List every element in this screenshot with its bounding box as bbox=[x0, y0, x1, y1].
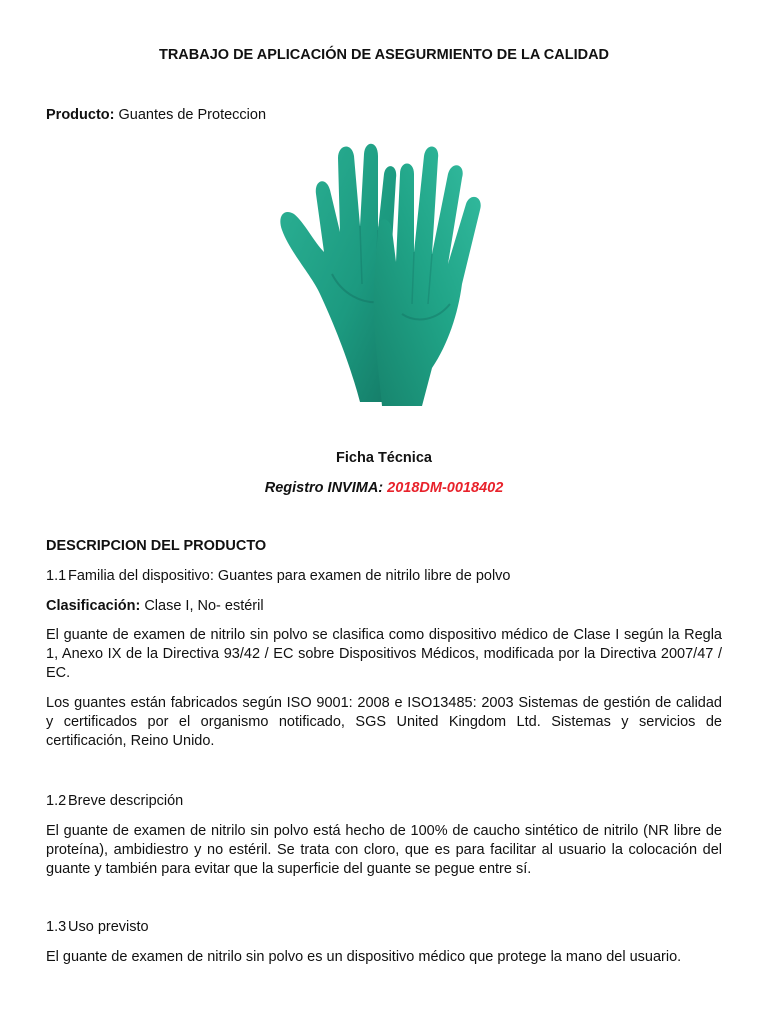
registro-invima bbox=[0, 479, 768, 498]
document-title: TRABAJO DE APLICACIÓN DE ASEGURMIENTO DE LA CALIDAD bbox=[158, 47, 610, 63]
section-text: Breve descripción bbox=[68, 793, 184, 809]
paragraph-clasificacion: El guante de examen de nitrilo sin polvo se clasifica como dispositivo médico de Clase I según la Regla 1, Anexo IX de la Directiva 93/42 / EC sobre Dispositivos Médicos, modificada por la Directiva 2007/47 / EC. bbox=[46, 627, 722, 681]
section-1-1 bbox=[46, 567, 722, 586]
section-text: Uso previsto bbox=[68, 919, 149, 935]
section-number: 1.3 bbox=[46, 919, 67, 935]
clasificacion-label: Clasificación: bbox=[46, 598, 141, 614]
section-1-3 bbox=[46, 918, 722, 937]
section-number: 1.2 bbox=[46, 793, 67, 809]
section-number: 1.1 bbox=[46, 568, 67, 584]
registro-label: Registro INVIMA: bbox=[264, 480, 384, 496]
clasificacion-line bbox=[46, 597, 722, 616]
paragraph-iso: Los guantes están fabricados según ISO 9001: 2008 e ISO13485: 2003 Sistemas de gestión de calidad y certificados por el organismo notificado, SGS United Kingdom Ltd. Sistemas y servicios de certificación, Reino Unido. bbox=[46, 695, 722, 749]
product-value: Guantes de Proteccion bbox=[118, 107, 267, 123]
ficha-tecnica-heading: Ficha Técnica bbox=[336, 450, 432, 466]
paragraph-uso: El guante de examen de nitrilo sin polvo es un dispositivo médico que protege la mano del usuario. bbox=[46, 949, 682, 965]
registro-value: 2018DM-0018402 bbox=[387, 480, 504, 496]
section-1-2 bbox=[46, 792, 722, 811]
section-heading: DESCRIPCION DEL PRODUCTO bbox=[46, 538, 267, 554]
green-nitrile-gloves-image bbox=[272, 134, 494, 410]
clasificacion-value: Clase I, No- estéril bbox=[144, 598, 264, 614]
paragraph-descripcion: El guante de examen de nitrilo sin polvo está hecho de 100% de caucho sintético de nitrilo (NR libre de proteína), ambidiestro y no estéril. Se trata con cloro, que es para facilitar al usuario la colocación del guante y también para evitar que la superficie del guante se pegue entre sí. bbox=[46, 823, 722, 877]
product-line bbox=[46, 106, 266, 125]
section-text: Familia del dispositivo: Guantes para examen de nitrilo libre de polvo bbox=[68, 568, 511, 584]
product-label: Producto: bbox=[46, 107, 115, 123]
